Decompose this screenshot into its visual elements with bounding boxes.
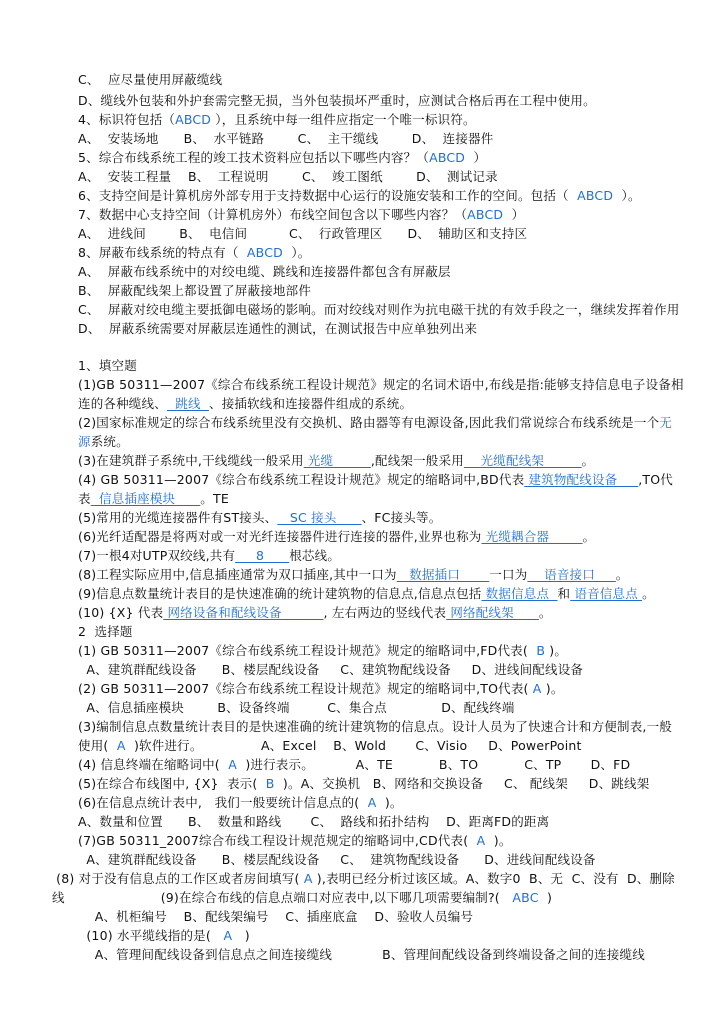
answer-text: 无 <box>659 415 672 430</box>
line-text: 连的各种缆线、 <box>78 396 167 411</box>
fill-in-answer: 网络配线架 <box>446 605 539 620</box>
text-line <box>78 415 672 431</box>
answer-text: B <box>265 776 275 791</box>
text-line <box>78 510 441 526</box>
line-text: )。A、交换机 B、网络和交换设备 C、 配线架 D、跳线架 <box>274 776 650 791</box>
answer-text: A <box>228 757 237 772</box>
answer-text: ABC <box>512 890 539 905</box>
line-text: ) <box>538 890 553 905</box>
text-line <box>78 548 340 564</box>
text-line <box>78 757 630 773</box>
fill-in-answer: SC 接头 <box>277 510 362 525</box>
line-text: 、接插软线和连接器件组成的系统。 <box>209 396 413 411</box>
line-text: (4) 信息终端在缩略词中( <box>78 757 229 772</box>
line-text: A、 进线间 B、 电信间 C、 行政管理区 D、 辅助区和支持区 <box>78 226 528 241</box>
answer-text: A <box>116 738 126 753</box>
text-line <box>78 909 473 925</box>
text-line <box>78 131 493 147</box>
line-text: (6)在信息点统计表中, 我们一般要统计信息点的( <box>78 795 368 810</box>
line-text: 一口为 <box>489 567 528 582</box>
line-text: A、 安装工程量 B、 工程说明 C、 竣工图纸 D、 测试记录 <box>78 169 498 184</box>
text-line <box>78 396 412 412</box>
line-text: (4) GB 50311—2007《综合布线系统工程设计规范》规定的缩略词中,BD代表 <box>78 472 525 487</box>
text-line <box>78 302 679 318</box>
text-line <box>78 150 486 166</box>
line-text: ） <box>465 150 487 165</box>
fill-in-answer: 语音信息点 <box>570 586 643 601</box>
answer-text: ABCD <box>175 112 212 127</box>
line-text: )。 <box>376 795 403 810</box>
line-text: 、FC接头等。 <box>361 510 442 525</box>
text-line <box>52 871 675 887</box>
answer-text: A <box>303 871 313 886</box>
line-text: ）。 <box>613 188 641 203</box>
line-text: 使用( <box>78 738 117 753</box>
line-text: D、缆线外包装和外护套需完整无损，当外包装损坏严重时，应测试合格后再在工程中使用。 <box>78 93 596 108</box>
line-text: ）。 <box>282 245 311 260</box>
fill-in-answer: 信息插座模块 <box>90 491 201 506</box>
text-line <box>78 453 594 469</box>
text-line <box>78 112 476 128</box>
text-line <box>78 833 512 849</box>
line-text: B、 屏蔽配线架上都设置了屏蔽接地部件 <box>78 283 312 298</box>
text-line <box>78 928 250 944</box>
line-text: (10) {X} 代表 <box>78 605 164 620</box>
line-text: A、 安装场地 B、 水平链路 C、 主干缆线 D、 连接器件 <box>78 131 494 146</box>
line-text: (3)在建筑群子系统中,干线缆线一般采用 <box>78 453 304 468</box>
text-line <box>78 321 477 337</box>
text-line <box>78 567 629 583</box>
line-text: )进行表示。 A、TE B、TO C、TP D、FD <box>236 757 631 772</box>
line-text: 。 <box>582 529 596 544</box>
line-text: (2) GB 50311—2007《综合布线系统工程设计规范》规定的缩略词中,TO代表( <box>78 681 533 696</box>
fill-in-answer: 8 <box>235 548 290 563</box>
line-text: A、 屏蔽布线系统中的对绞电缆、跳线和连接器件都包含有屏蔽层 <box>78 264 451 279</box>
line-text: C、 应尽量使用屏蔽缆线 <box>78 72 223 87</box>
text-line <box>78 188 641 204</box>
line-text: (8)工程实际应用中,信息插座通常为双口插座,其中一口为 <box>78 567 397 582</box>
line-text: 1、填空题 <box>78 358 137 373</box>
answer-text: 源 <box>78 434 91 449</box>
line-text: C、 屏蔽对绞电缆主要抵御电磁场的影响。而对绞线对则作为抗电磁干扰的有效手段之一，继续发挥着作用 <box>78 302 680 317</box>
answer-text: ABCD <box>429 150 466 165</box>
line-text: ） <box>503 207 525 222</box>
text-line <box>78 738 582 754</box>
text-line <box>78 795 403 811</box>
line-text: 线 (9)在综合布线的信息点端口对应表中,以下哪几项需要编制?( <box>52 890 513 905</box>
line-text: (7)GB 50311_2007综合布线工程设计规范规定的缩略词中,CD代表( <box>78 833 477 848</box>
answer-text: A <box>223 928 233 943</box>
text-line <box>78 434 129 450</box>
line-text: ) <box>232 928 250 943</box>
line-text: ,配线架一般采用 <box>370 453 464 468</box>
text-line <box>78 264 451 280</box>
line-text: 根芯线。 <box>289 548 341 563</box>
line-text: (1)GB 50311—2007《综合布线系统工程设计规范》规定的名词术语中,布线是指:能够支持信息电子设备相 <box>78 377 684 392</box>
line-text: 。 <box>538 605 552 620</box>
line-text: 和 <box>557 586 571 601</box>
text-line <box>78 586 655 602</box>
line-text: ),表明已经分析过该区域。A、数字0 B、无 C、没有 D、删除 <box>312 871 675 886</box>
text-line <box>78 226 527 242</box>
text-line <box>78 472 673 488</box>
line-text: 6、支持空间是计算机房外部专用于支持数据中心运行的设施安装和工作的空间。包括（ <box>78 188 578 203</box>
answer-text: B <box>536 643 546 658</box>
line-text: 5、综合布线系统工程的竣工技术资料应包括以下哪些内容？（ <box>78 150 430 165</box>
answer-text: A <box>532 681 542 696</box>
fill-in-answer: 数据插口 <box>396 567 490 582</box>
line-text: 4、标识符包括（ <box>78 112 176 127</box>
line-text: A、信息插座模块 B、设备终端 C、集合点 D、配线终端 <box>78 700 515 715</box>
line-text: 系统。 <box>90 434 129 449</box>
line-text: (6)光纤适配器是将两对或一对光纤连接器件进行连接的器件,业界也称为 <box>78 529 482 544</box>
text-line <box>78 529 595 545</box>
line-text: )。 <box>541 681 564 696</box>
answer-text: A <box>476 833 486 848</box>
line-text: )。 <box>485 833 512 848</box>
line-text: (2)国家标准规定的综合布线系统里没有交换机、路由器等有电源设备,因此我们常说综合布线系统是一个 <box>78 415 660 430</box>
text-line <box>78 643 567 659</box>
line-text: A、管理间配线设备到信息点之间连接缆线 B、管理间配线设备到终端设备之间的连接缆线 <box>78 947 645 962</box>
line-text: A、建筑群配线设备 B、楼层配线设备 C、 建筑物配线设备 D、进线间配线设备 <box>78 852 596 867</box>
line-text: (8) 对于没有信息点的工作区或者房间填写( <box>52 871 304 886</box>
fill-in-answer: 光缆 <box>303 453 371 468</box>
line-text: (1) GB 50311—2007《综合布线系统工程设计规范》规定的缩略词中,FD代表( <box>78 643 537 658</box>
line-text: 7、数据中心支持空间（计算机房外）布线空间包含以下哪些内容？（ <box>78 207 468 222</box>
line-text: 。TE <box>200 491 229 506</box>
text-line <box>78 93 596 109</box>
answer-text: ABCD <box>467 207 504 222</box>
line-text: , 左右两边的竖线代表 <box>323 605 447 620</box>
line-text: (3)编制信息点数量统计表目的是快速准确的统计建筑物的信息点。设计人员为了快速合计和方便制表,一般 <box>78 719 672 734</box>
line-text: )。 <box>545 643 568 658</box>
line-text: 8、屏蔽布线系统的特点有（ <box>78 245 247 260</box>
text-line <box>78 814 549 830</box>
text-line <box>78 605 552 621</box>
text-line <box>78 72 222 88</box>
line-text: D、 屏蔽系统需要对屏蔽层连通性的测试，在测试报告中应单独列出来 <box>78 321 478 336</box>
line-text: ），且系统中每一组件应指定一个唯一标识符。 <box>211 112 476 127</box>
fill-in-answer: 光缆配线架 <box>463 453 582 468</box>
line-text: A、建筑群配线设备 B、楼层配线设备 C、建筑物配线设备 D、进线间配线设备 <box>78 662 584 677</box>
fill-in-answer: 建筑物配线设备 <box>524 472 639 487</box>
text-line <box>78 662 583 678</box>
text-line <box>78 377 684 393</box>
line-text: (7)一根4对UTP双绞线,共有 <box>78 548 236 563</box>
text-line <box>78 719 672 735</box>
text-line <box>78 700 515 716</box>
answer-text: ABCD <box>577 188 614 203</box>
text-line <box>78 283 311 299</box>
answer-text: ABCD <box>246 245 283 260</box>
text-line <box>78 776 649 792</box>
text-line <box>78 681 564 697</box>
text-line <box>78 491 229 507</box>
text-line <box>78 947 645 963</box>
line-text: 。 <box>615 567 629 582</box>
line-text: (10) 水平缆线指的是( <box>78 928 224 943</box>
line-text: (9)信息点数量统计表目的是快速准确的统计建筑物的信息点,信息点包括 <box>78 586 482 601</box>
text-line <box>78 245 310 261</box>
fill-in-answer: 跳线 <box>166 396 209 411</box>
fill-in-answer: 光缆耦合器 <box>481 529 583 544</box>
line-text: 。 <box>581 453 595 468</box>
text-line <box>78 169 498 185</box>
fill-in-answer: 语音接口 <box>527 567 616 582</box>
fill-in-answer: 数据信息点 <box>481 586 558 601</box>
text-line <box>52 890 552 906</box>
section-heading <box>78 358 137 374</box>
line-text: A、数量和位置 B、 数量和路线 C、 路线和拓扑结构 D、距离FD的距离 <box>78 814 550 829</box>
answer-text: A <box>367 795 377 810</box>
line-text: (5)在综合布线图中, {X} 表示( <box>78 776 266 791</box>
line-text: A、机柜编号 B、配线架编号 C、插座底盒 D、验收人员编号 <box>78 909 474 924</box>
text-line <box>78 207 524 223</box>
line-text: 表 <box>78 491 91 506</box>
section-heading <box>78 624 133 640</box>
line-text: )软件进行。 A、Excel B、Wold C、Visio D、PowerPoint <box>125 738 582 753</box>
fill-in-answer: 网络设备和配线设备 <box>163 605 324 620</box>
line-text: 2 选择题 <box>78 624 133 639</box>
line-text: 。 <box>642 586 655 601</box>
line-text: ,TO代 <box>638 472 673 487</box>
text-line <box>78 852 596 868</box>
line-text: (5)常用的光缆连接器件有ST接头、 <box>78 510 278 525</box>
